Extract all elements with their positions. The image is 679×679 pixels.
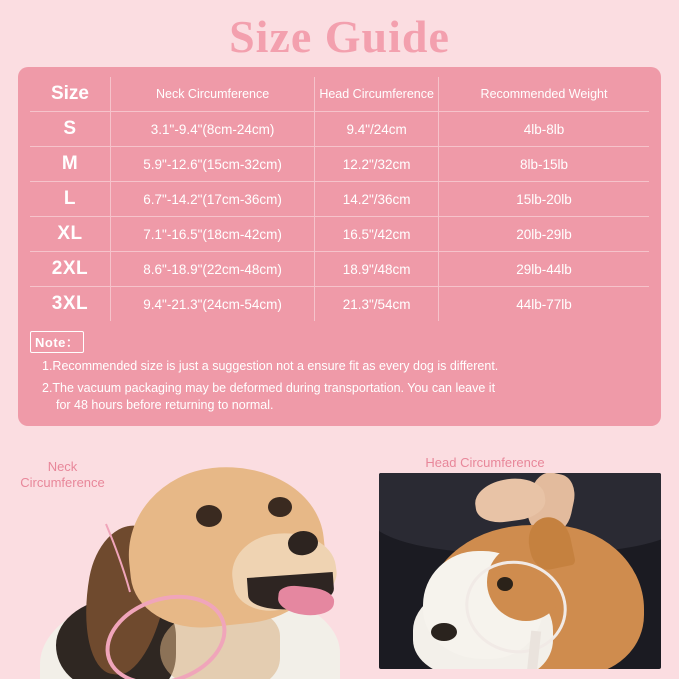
dog-eye-right-shape — [268, 497, 292, 517]
table-row — [30, 217, 649, 252]
page-title: Size Guide — [229, 11, 450, 62]
cell-size: 3XL — [30, 287, 110, 322]
table-row — [30, 182, 649, 217]
cell-size: S — [30, 112, 110, 147]
corgi-head-photo — [379, 473, 661, 669]
cell-neck: 9.4"-21.3"(24cm-54cm) — [110, 287, 314, 322]
cell-size: L — [30, 182, 110, 217]
note-line-2b: for 48 hours before returning to normal. — [56, 398, 274, 413]
neck-pointer-line — [104, 522, 140, 592]
table-row — [30, 147, 649, 182]
header-recommended-weight: Recommended Weight — [439, 77, 649, 112]
neck-label-line-2: Circumference — [20, 475, 105, 491]
header-head-circumference: Head Circumference — [315, 77, 439, 112]
cell-neck: 7.1"-16.5"(18cm-42cm) — [110, 217, 314, 252]
header-neck-circumference: Neck Circumference — [110, 77, 314, 112]
table-row — [30, 287, 649, 322]
table-row — [30, 252, 649, 287]
cell-neck: 8.6"-18.9"(22cm-48cm) — [110, 252, 314, 287]
cell-head: 18.9"/48cm — [315, 252, 439, 287]
dog-eye-left-shape — [196, 505, 222, 527]
cell-head: 14.2"/36cm — [315, 182, 439, 217]
cell-weight: 20lb-29lb — [439, 217, 649, 252]
note-label: Note： — [30, 331, 84, 353]
cell-size: XL — [30, 217, 110, 252]
cell-neck: 6.7"-14.2"(17cm-36cm) — [110, 182, 314, 217]
note-line-2: 2.The vacuum packaging may be deformed during transportation. You can leave it — [42, 381, 496, 396]
head-circumference-label: Head Circumference — [425, 455, 545, 470]
cell-size: 2XL — [30, 252, 110, 287]
cell-head: 9.4"/24cm — [315, 112, 439, 147]
cell-weight: 8lb-15lb — [439, 147, 649, 182]
cell-neck: 5.9"-12.6"(15cm-32cm) — [110, 147, 314, 182]
cell-size: M — [30, 147, 110, 182]
cell-weight: 44lb-77lb — [439, 287, 649, 322]
neck-label-line-1: Neck — [47, 459, 78, 474]
note-section — [30, 331, 649, 414]
size-table — [30, 77, 649, 321]
corgi-nose-shape — [431, 623, 457, 641]
cell-head: 12.2"/32cm — [315, 147, 439, 182]
table-row — [30, 112, 649, 147]
cell-neck: 3.1"-9.4"(8cm-24cm) — [110, 112, 314, 147]
photos-section — [0, 447, 679, 679]
note-line-1: 1.Recommended size is just a suggestion not a ensure fit as every dog is different. — [42, 359, 499, 374]
cell-weight: 15lb-20lb — [439, 182, 649, 217]
cell-weight: 29lb-44lb — [439, 252, 649, 287]
size-table-card — [18, 67, 661, 426]
header-size: Size — [30, 77, 110, 112]
table-header-row — [30, 77, 649, 112]
cell-weight: 4lb-8lb — [439, 112, 649, 147]
cell-head: 16.5"/42cm — [315, 217, 439, 252]
cell-head: 21.3"/54cm — [315, 287, 439, 322]
neck-circumference-label — [10, 459, 115, 492]
